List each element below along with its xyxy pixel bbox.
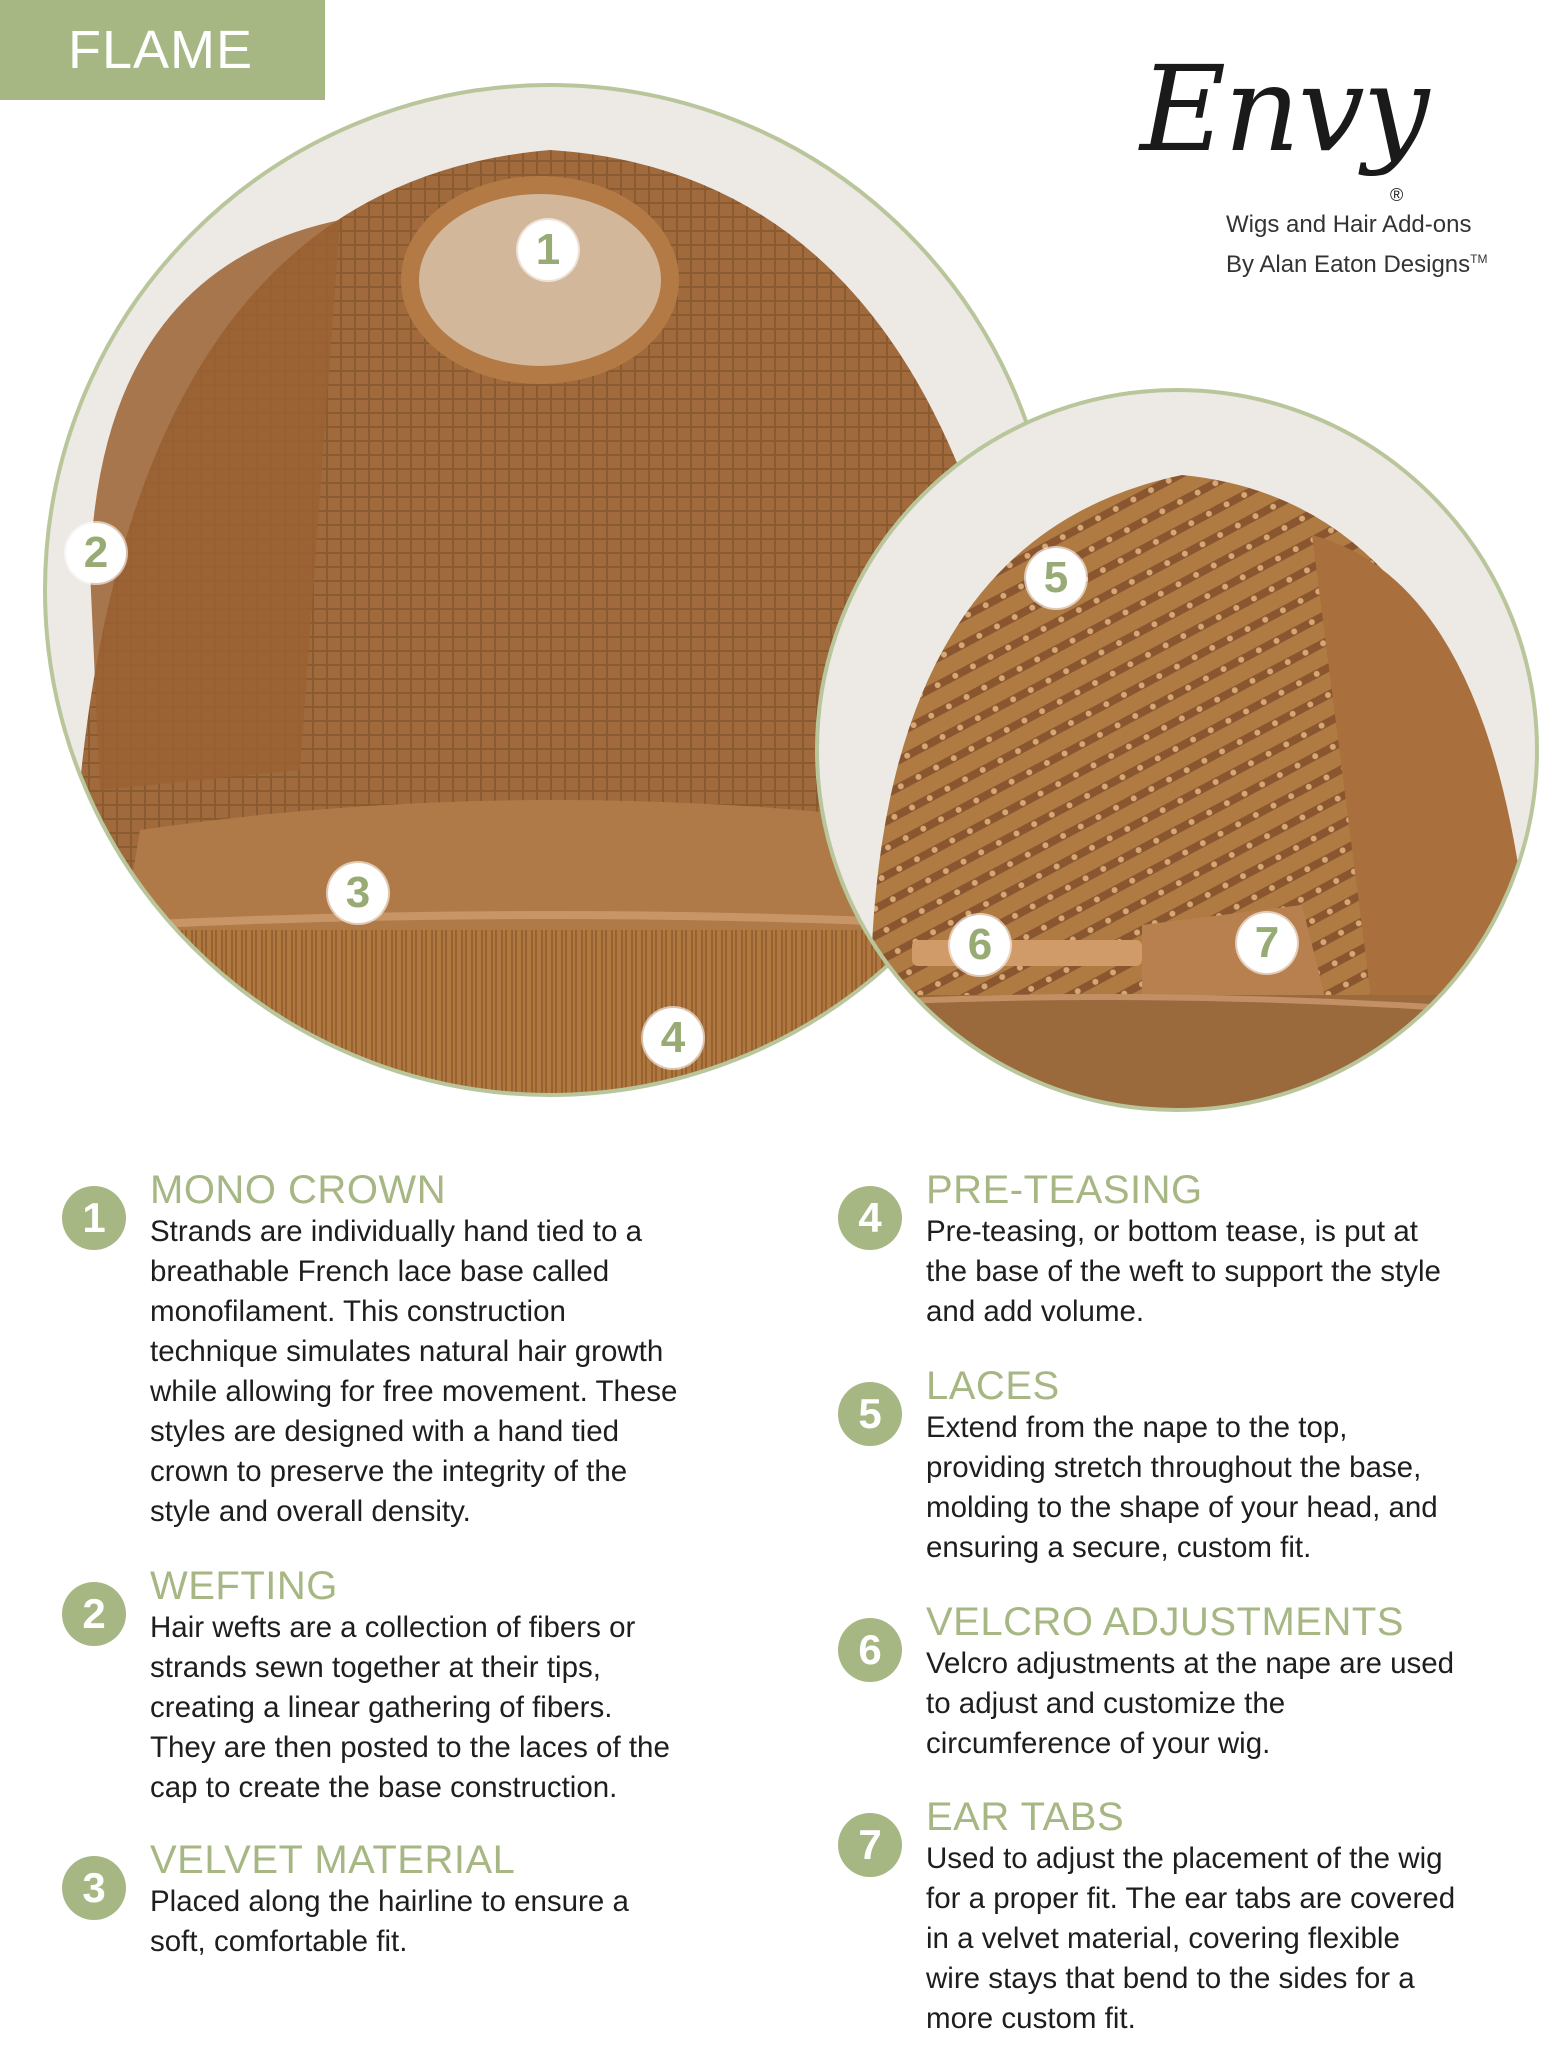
marker-7: 7 xyxy=(1237,913,1297,973)
feature-number-badge: 1 xyxy=(62,1186,126,1250)
feature-title: VELCRO ADJUSTMENTS xyxy=(926,1600,1404,1644)
feature-description: Hair wefts are a collection of fibers or strands sewn together at their tips, creating a linear gathering of fibers. They are then posted to the laces of the cap to create the base construction. xyxy=(150,1611,670,1804)
marker-3: 3 xyxy=(328,863,388,923)
feature-number-badge: 6 xyxy=(838,1618,902,1682)
trademark-mark: TM xyxy=(1470,252,1488,266)
marker-2: 2 xyxy=(66,523,126,583)
feature-description: Used to adjust the placement of the wig for a proper fit. The ear tabs are covered in a velvet material, covering flexible wire stays that bend to the sides for a more custom fit. xyxy=(926,1842,1456,2035)
marker-4: 4 xyxy=(643,1008,703,1068)
feature-wefting xyxy=(62,1564,682,1808)
logo-tagline-line1: Wigs and Hair Add-ons xyxy=(1226,211,1472,238)
feature-mono-crown xyxy=(62,1168,682,1532)
feature-velvet-material xyxy=(62,1838,682,1962)
feature-title: PRE-TEASING xyxy=(926,1168,1203,1212)
feature-title: WEFTING xyxy=(150,1564,338,1608)
feature-ear-tabs xyxy=(838,1795,1458,2039)
cap-nape-photo xyxy=(812,385,1542,1115)
marker-5: 5 xyxy=(1026,548,1086,608)
registered-mark: ® xyxy=(1390,185,1404,205)
logo-tagline xyxy=(1226,208,1506,282)
feature-description: Extend from the nape to the top, providing stretch throughout the base, molding to the shape of your head, and ensuring a secure, custom fit. xyxy=(926,1411,1438,1564)
feature-title: EAR TABS xyxy=(926,1795,1125,1839)
product-name: FLAME xyxy=(68,20,254,80)
brand-logo xyxy=(1130,40,1510,320)
marker-1: 1 xyxy=(518,220,578,280)
feature-pre-teasing xyxy=(838,1168,1458,1332)
logo-tagline-line2: By Alan Eaton Designs™ xyxy=(1226,251,1488,278)
logo-wordmark: Envy xyxy=(1140,40,1428,178)
feature-description: Velcro adjustments at the nape are used to adjust and customize the circumference of your wig. xyxy=(926,1647,1455,1760)
feature-number-badge: 3 xyxy=(62,1856,126,1920)
feature-number-badge: 2 xyxy=(62,1582,126,1646)
feature-velcro-adjustments xyxy=(838,1600,1458,1764)
feature-title: VELVET MATERIAL xyxy=(150,1838,516,1882)
feature-number-badge: 7 xyxy=(838,1813,902,1877)
feature-description: Strands are individually hand tied to a breathable French lace base called monofilament. This construction technique simulates natural hair growth while allowing for free movement. These styles are designed with a hand tied crown to preserve the integrity of the style and overall density. xyxy=(150,1215,678,1528)
feature-title: MONO CROWN xyxy=(150,1168,447,1212)
feature-number-badge: 4 xyxy=(838,1186,902,1250)
marker-6: 6 xyxy=(950,915,1010,975)
feature-laces xyxy=(838,1364,1458,1568)
feature-description: Placed along the hairline to ensure a soft, comfortable fit. xyxy=(150,1885,629,1958)
feature-number-badge: 5 xyxy=(838,1382,902,1446)
feature-description: Pre-teasing, or bottom tease, is put at the base of the weft to support the style and add volume. xyxy=(926,1215,1441,1328)
feature-title: LACES xyxy=(926,1364,1060,1408)
